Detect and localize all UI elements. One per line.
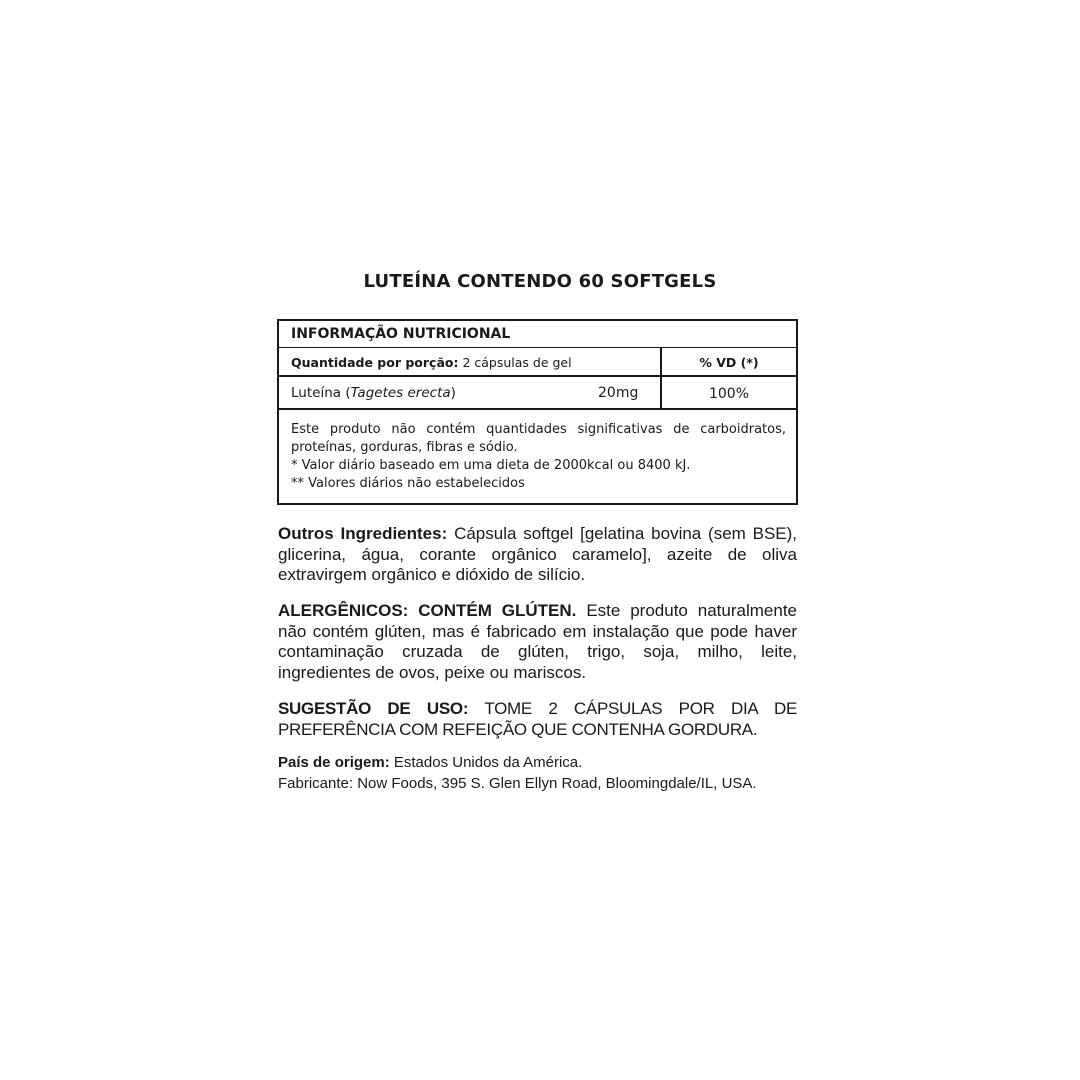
nutrient-daily-value: 100% [708, 386, 750, 402]
nutrient-amount: 20mg [598, 385, 639, 401]
origin-block [278, 752, 838, 794]
daily-value-header: % VD (*) [699, 355, 759, 370]
nutrition-table-title: INFORMAÇÃO NUTRICIONAL [291, 326, 511, 342]
other-ingredients-paragraph [278, 524, 797, 586]
allergens-paragraph [278, 601, 797, 683]
manufacturer-line: Fabricante: Now Foods, 395 S. Glen Ellyn Road, Bloomingdale/IL, USA. [278, 775, 757, 792]
nutrition-table-header-row [279, 321, 796, 348]
serving-size [291, 355, 572, 370]
footnote-daily-value-basis: * Valor diário baseado em uma dieta de 2000kcal ou 8400 kJ. [291, 458, 691, 473]
nutrition-footnotes [291, 421, 786, 493]
other-ingredients-label: Outros Ingredientes: [278, 524, 448, 543]
other-ingredients-text: Cápsula softgel [gelatina bovina (sem BSE), glicerina, água, corante orgânico caramelo], azeite de oliva extravirgem orgânico e dióxido de silício. [278, 524, 798, 584]
nutrient-name-text: Luteína [291, 385, 342, 401]
allergens-label: ALERGÊNICOS: CONTÉM GLÚTEN. [278, 601, 577, 620]
product-title: LUTEÍNA CONTENDO 60 SOFTGELS [363, 271, 717, 292]
nutrient-latin-name: Tagetes erecta [350, 385, 451, 401]
usage-label: SUGESTÃO DE USO: [278, 699, 469, 718]
footnote-not-significant: Este produto não contém quantidades significativas de carboidratos, proteínas, gorduras, fibras e sódio. [291, 422, 786, 455]
allergens-text: Este produto naturalmente não contém glúten, mas é fabricado em instalação que pode haver contaminação cruzada de glúten, trigo, soja, milho, leite, ingredientes de ovos, peixe ou mariscos. [278, 601, 797, 682]
serving-size-value: 2 cápsulas de gel [462, 355, 572, 370]
nutrient-row-lutein [279, 377, 796, 410]
footnote-not-established: ** Valores diários não estabelecidos [291, 476, 525, 491]
usage-text: TOME 2 CÁPSULAS POR DIA DE PREFERÊNCIA COM REFEIÇÃO QUE CONTENHA GORDURA. [278, 699, 797, 739]
origin-label: País de origem: [278, 754, 390, 771]
country-of-origin [278, 752, 838, 773]
usage-paragraph [278, 699, 797, 740]
serving-size-label: Quantidade por porção: [291, 355, 459, 370]
origin-text: Estados Unidos da América. [393, 754, 583, 771]
nutrient-name: Luteína (Tagetes erecta) [291, 385, 456, 401]
serving-size-row [279, 348, 796, 377]
nutrition-facts-table [277, 319, 798, 505]
